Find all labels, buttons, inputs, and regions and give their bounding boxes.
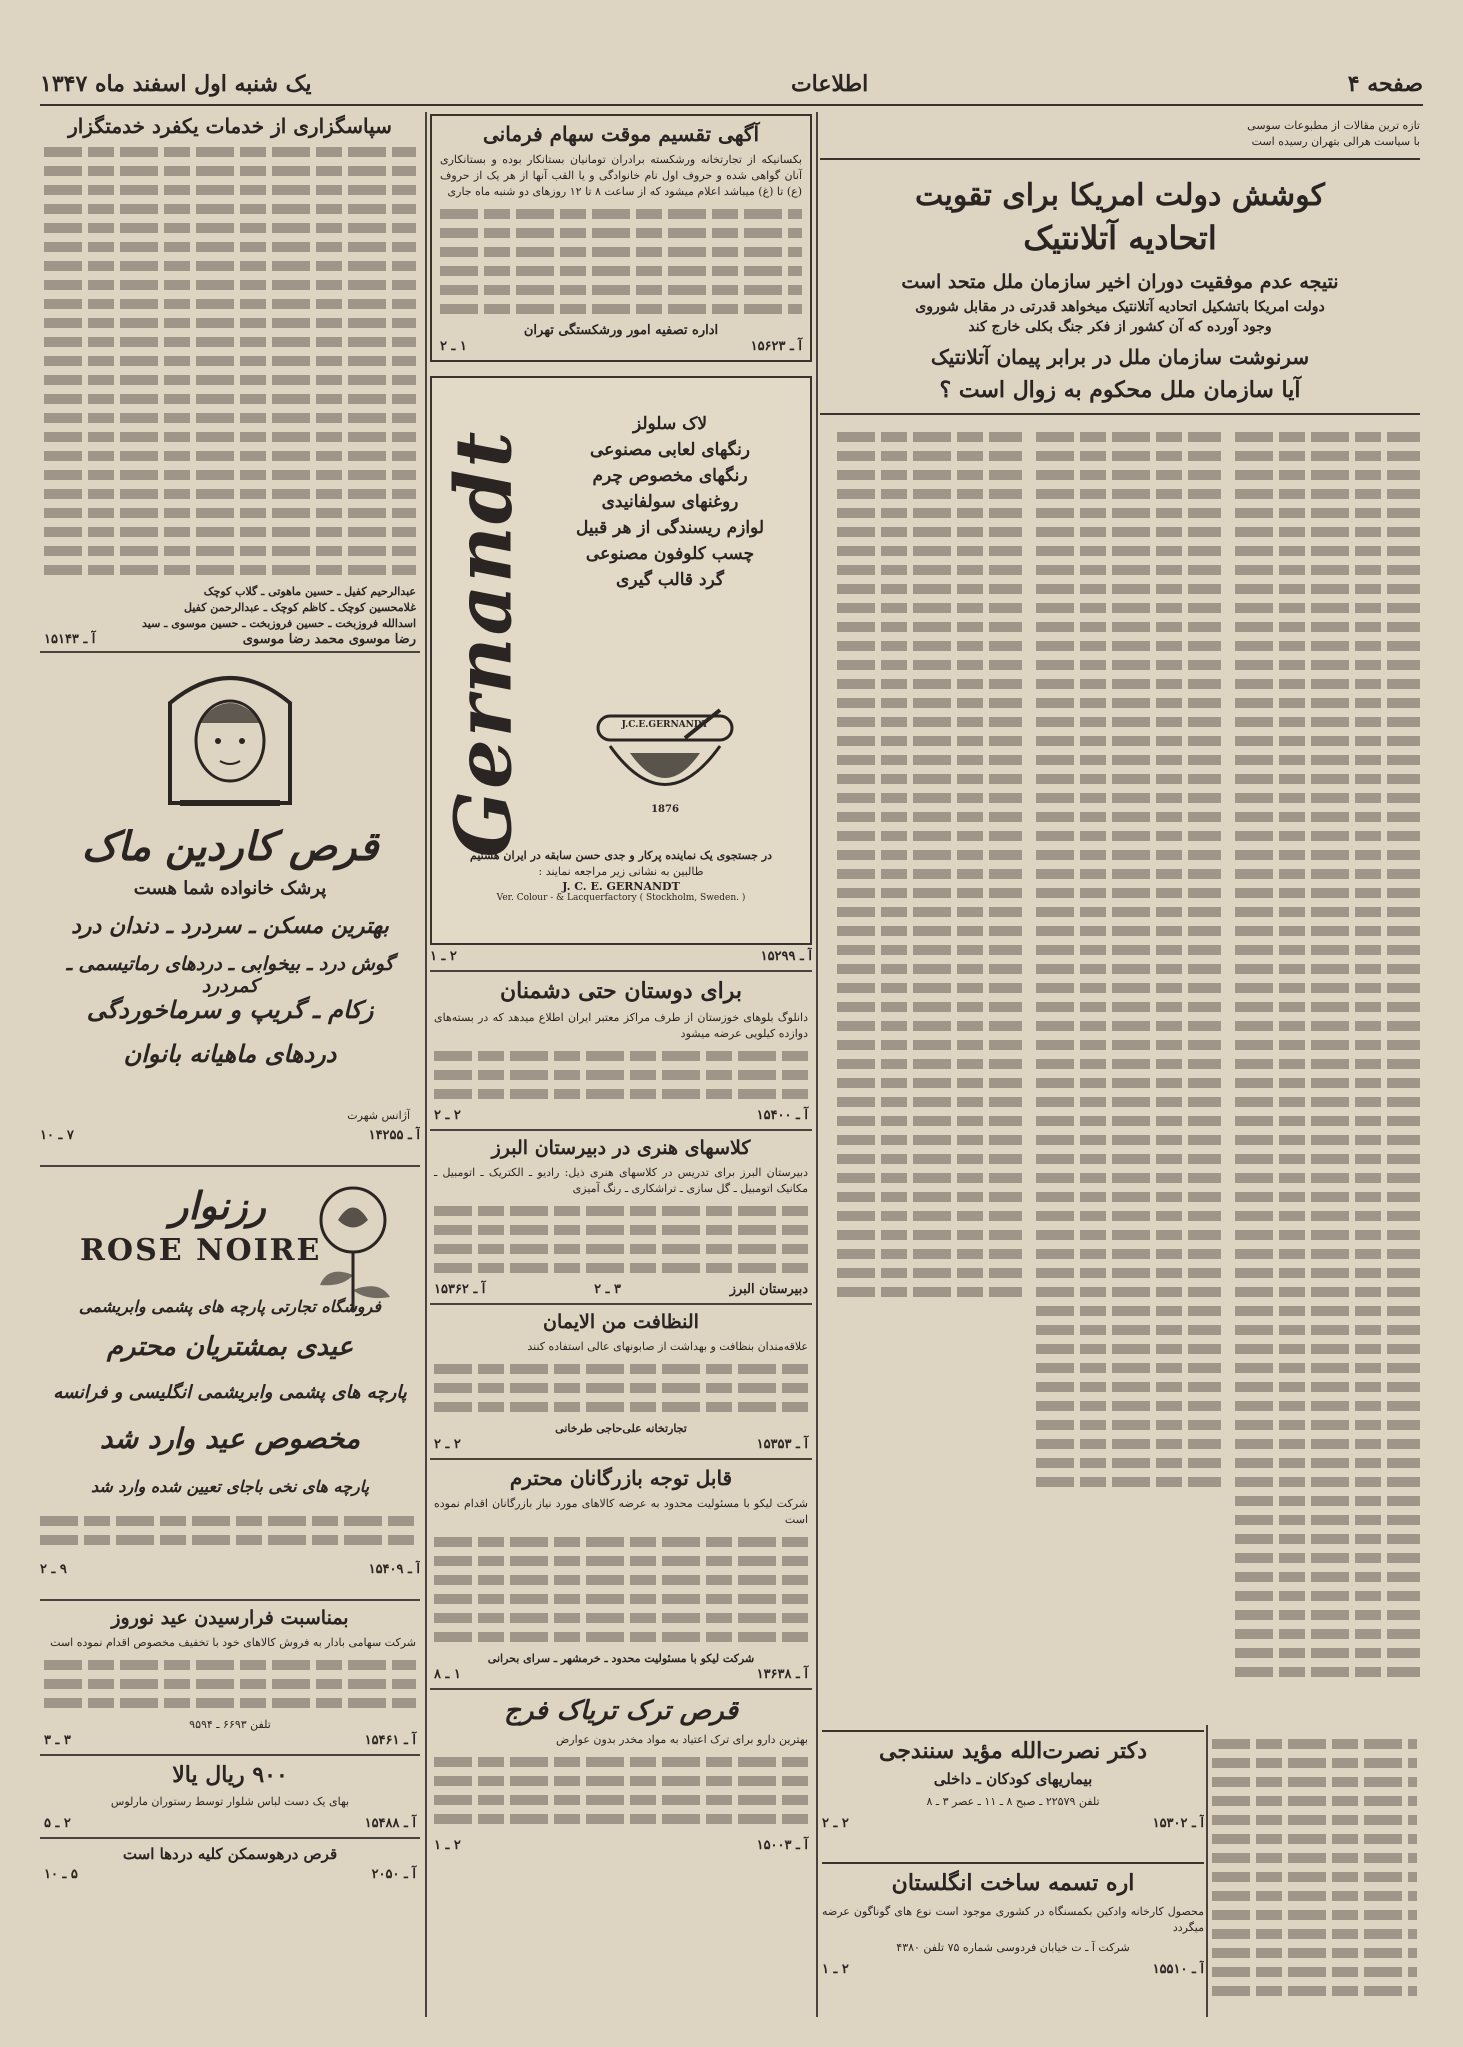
article-subheading: سرنوشت سازمان ملل در برابر پیمان آتلانتیک bbox=[930, 345, 1310, 369]
saw-ad-text: محصول کارخانه وادکین بکمسنگاه در کشوری موجود است نوع های گوناگون عرضه میگردد bbox=[822, 1905, 1204, 1934]
rose-line: پارچه های پشمی وابریشمی انگلیسی و فرانسه bbox=[53, 1382, 407, 1403]
ad-text: شرکت لیکو با مسئولیت محدود به عرضه کالاهای مورد نیاز بازرگانان اقدام نموده است bbox=[434, 1497, 808, 1526]
stock-ad-footer: اداره تصفیه امور ورشکستگی تهران bbox=[523, 323, 719, 338]
saw-ad-title: اره تسمه ساخت انگلستان bbox=[891, 1870, 1135, 1896]
cardin-line: گوش درد ـ بیخوابی ـ دردهای رماتیسمی ـ کمردرد bbox=[66, 953, 394, 997]
rose-line: فروشگاه تجارتی پارچه های پشمی وابریشمی bbox=[78, 1297, 382, 1316]
ad-text: شرکت سهامی بادار به فروش کالاهای خود با تخفیف مخصوص اقدام نموده است bbox=[50, 1636, 416, 1649]
stamp-name: J.C.E.GERNANDT bbox=[621, 720, 709, 730]
article-text-column bbox=[837, 423, 1022, 1686]
stock-ad-text: بکسانیکه از تجارتخانه ورشکسته برادران تومانیان بستانکار بوده و بستانکاری آنان گواهی شده و حروف اول نام خانوادگی و یا القب آنها از هر یک از حروف (ع) تا (غ) میباشد اعلام میشود که از ساعت ۸ تا ۱۲ روزهای دو شنبه ماه جاری bbox=[440, 153, 802, 198]
ad-title: النظافت من الایمان bbox=[543, 1311, 699, 1333]
ad-title: ۹۰۰ ریال یالا bbox=[172, 1762, 288, 1788]
friends-enemies-ad bbox=[430, 970, 812, 1129]
ad-text: دبیرستان البرز برای تدریس در کلاسهای هنری ذیل: رادیو ـ الکتریک ـ اتومبیل ـ مکانیک اتومبیل ـ گل سازی ـ تراشکاری ـ رنگ آمیزی bbox=[434, 1166, 808, 1195]
column-rule bbox=[425, 112, 427, 2017]
ad-title: بمناسبت فرارسیدن عید نوروز bbox=[111, 1607, 349, 1629]
doctor-ad bbox=[822, 1730, 1204, 1860]
article-body bbox=[820, 423, 1420, 1686]
article-text-column bbox=[1235, 423, 1420, 1686]
ad-footer: شرکت لیکو با مسئولیت محدود ـ خرمشهر ـ سرای بحرانی bbox=[487, 1652, 755, 1665]
ad-text: بهای یک دست لباس شلوار توسط رستوران مارلوس bbox=[110, 1795, 350, 1808]
saw-ad-address: شرکت آ ـ ت خیابان فردوسی شماره ۷۵ تلفن ۴۳۸۰ bbox=[896, 1941, 1130, 1954]
ad-code: آ ـ ۱۵۴۶۱ ۳ ـ ۳ bbox=[44, 1733, 416, 1748]
article-intro: تازه ترین مقالات از مطبوعات سوسی با سیاست هرالی بتهران رسیده است bbox=[1247, 119, 1420, 148]
rial-ad bbox=[40, 1754, 420, 1837]
left-column bbox=[40, 110, 420, 2015]
newspaper-name: اطلاعات bbox=[790, 71, 869, 97]
ad-title: قرص درهوسمکن کلیه دردها است bbox=[122, 1845, 338, 1863]
cleanliness-ad bbox=[430, 1303, 812, 1458]
notice-title: سپاسگزاری از خدمات یکفرد خدمتگزار bbox=[68, 114, 392, 138]
saw-ad bbox=[822, 1862, 1204, 2012]
rose-line: عیدی بمشتریان محترم bbox=[106, 1332, 354, 1362]
gernandt-latin-name: J. C. E. GERNANDT bbox=[562, 880, 680, 893]
ad-text: دانلوگ بلوهای خوزستان از طرف مراکز معتبر ایران اطلاع میدهد که در بسته‌های دوازده کیلویی عرضه میشود bbox=[434, 1011, 808, 1040]
ad-code: آ ـ ۱۵۴۸۸ ۲ ـ ۵ bbox=[44, 1816, 416, 1831]
article-subheading: نتیجه عدم موفقیت دوران اخیر سازمان ملل متحد است bbox=[901, 271, 1339, 293]
ad-code: آ ـ ۱۵۳۵۳ ۲ ـ ۲ bbox=[434, 1437, 808, 1452]
ad-address: تلفن ۶۶۹۳ ـ ۹۵۹۴ bbox=[189, 1718, 271, 1731]
merchants-ad bbox=[430, 1458, 812, 1688]
article-headline-1: کوشش دولت امریکا برای تقویت bbox=[915, 178, 1325, 213]
ad-code: آ ـ ۱۵۴۰۰ ۲ ـ ۲ bbox=[434, 1108, 808, 1123]
rose-line: مخصوص عید وارد شد bbox=[99, 1422, 361, 1455]
cardin-line: بهترین مسکن ـ سردرد ـ دندان درد bbox=[71, 913, 389, 939]
main-article bbox=[820, 110, 1420, 2010]
cardin-subtitle: پرشک خانواده شما هست bbox=[133, 878, 327, 899]
signatories: غلامحسین کوچک ـ کاظم کوچک ـ عبدالرحمن کفیل bbox=[184, 601, 416, 614]
product-item: رنگهای لعابی مصنوعی bbox=[589, 440, 751, 460]
ad-title: قرص ترک تریاک فرج bbox=[504, 1696, 738, 1726]
gernandt-footer-line: در جستجوی یک نماینده پرکار و جدی حسن سابقه در ایران هستیم bbox=[470, 849, 772, 862]
column-rule bbox=[1206, 1725, 1208, 2017]
gernandt-footer-line: طالبین به نشانی زیر مراجعه نمایند : bbox=[538, 865, 704, 878]
ad-code: دبیرستان البرز ۳ ـ ۲ آ ـ ۱۵۳۶۲ bbox=[434, 1282, 808, 1297]
page-number: صفحه ۴ bbox=[1347, 71, 1423, 97]
ad-text: علاقه‌مندان بنظافت و بهداشت از صابونهای عالی استفاده کنند bbox=[527, 1340, 808, 1353]
cardin-line: زکام ـ گریپ و سرماخوردگی bbox=[86, 995, 374, 1024]
ad-title: برای دوستان حتی دشمنان bbox=[500, 978, 742, 1004]
ad-code: آ ـ ۱۵۰۰۳ ۲ ـ ۱ bbox=[434, 1838, 808, 1853]
doctor-name: دکتر نصرت‌الله مؤید سنندجی bbox=[879, 1738, 1147, 1764]
page-header bbox=[40, 64, 1423, 106]
doctor-specialty: بیماریهای کودکان ـ داخلی bbox=[933, 1770, 1093, 1788]
ad-code: آ ـ ۱۳۶۳۸ ۱ ـ ۸ bbox=[434, 1667, 808, 1682]
thanks-notice bbox=[40, 110, 420, 651]
stamp-year: 1876 bbox=[651, 804, 679, 815]
article-subheading: آیا سازمان ملل محکوم به زوال است ؟ bbox=[939, 377, 1301, 403]
gernandt-logo: Gernandt bbox=[438, 429, 530, 857]
product-item: گرد قالب گیری bbox=[616, 570, 724, 590]
opium-pill-ad bbox=[430, 1688, 812, 1859]
product-item: چسب کلوفون مصنوعی bbox=[585, 544, 755, 564]
article-subheading: وجود آورده که آن کشور از فکر جنگ بکلی خارج کند bbox=[968, 319, 1272, 335]
agency-note: آژانس شهرت bbox=[347, 1109, 410, 1122]
ad-footer: تجارتخانه علی‌حاجی طرخانی bbox=[555, 1422, 687, 1435]
ad-code: آ ـ ۱۵۴۰۹ ۹ ـ ۲ bbox=[40, 1562, 420, 1577]
product-item: لاک سلولز bbox=[632, 414, 708, 434]
alborz-ad bbox=[430, 1129, 812, 1303]
gernandt-ad bbox=[430, 376, 812, 945]
article-text-column bbox=[1036, 423, 1221, 1686]
signatories: عبدالرحیم کفیل ـ حسین ماهوتی ـ گلاب کوچک bbox=[203, 585, 416, 598]
nowruz-ad bbox=[40, 1599, 420, 1754]
gernandt-footer bbox=[442, 848, 800, 903]
issue-date: یک شنبه اول اسفند ماه ۱۳۴۷ bbox=[40, 71, 312, 97]
stock-ad-title: آگهی تقسیم موقت سهام فرمانی bbox=[482, 122, 760, 146]
stock-ad bbox=[430, 114, 812, 362]
cardin-title: قرص کاردین ماک bbox=[81, 823, 379, 870]
ad-code: آ ـ ۲۰۵۰ ۵ ـ ۱۰ bbox=[44, 1867, 416, 1882]
article-headline-2: اتحادیه آتلانتیک bbox=[1023, 219, 1217, 257]
ad-code: آ ـ ۱۵۳۰۲ ۲ ـ ۲ bbox=[822, 1816, 1204, 1831]
signatories: اسدالله فروزبخت ـ حسین فروزبخت ـ حسین موسوی ـ سید bbox=[142, 617, 416, 630]
ad-code: آ ـ ۱۵۲۹۹ ۲ ـ ۱ bbox=[430, 949, 812, 964]
ad-code: آ ـ ۱۵۶۲۳ ۱ ـ ۲ bbox=[440, 339, 802, 354]
ad-code: رضا موسوی محمد رضا موسوی آ ـ ۱۵۱۴۳ bbox=[44, 632, 416, 647]
pill-bottom-ad bbox=[40, 1837, 420, 1888]
article-subheading: دولت امریکا باتشکیل اتحادیه آتلانتیک میخواهد قدرتی در مقابل شوروی bbox=[915, 299, 1325, 315]
doctor-address: تلفن ۲۲۵۷۹ ـ صبح ۸ ـ ۱۱ ـ عصر ۳ ـ ۸ bbox=[926, 1795, 1100, 1808]
ad-code: آ ـ ۱۴۲۵۵ ۷ ـ ۱۰ bbox=[40, 1128, 420, 1143]
column-rule bbox=[816, 112, 818, 2017]
rose-noire-ad bbox=[40, 1165, 420, 1599]
ad-title: قابل توجه بازرگانان محترم bbox=[509, 1466, 733, 1490]
cardin-ad bbox=[40, 651, 420, 1165]
gernandt-latin-address: Ver. Colour - & Lacquerfactory ( Stockholm, Sweden. ) bbox=[496, 893, 746, 903]
gernandt-stamp bbox=[590, 708, 740, 838]
face-emblem-icon bbox=[150, 663, 310, 813]
rose-icon bbox=[298, 1175, 408, 1315]
ad-code: آ ـ ۱۵۵۱۰ ۲ ـ ۱ bbox=[822, 1962, 1204, 1977]
rose-title-en: ROSE NOIRE bbox=[80, 1233, 322, 1268]
ad-text: بهترین دارو برای ترک اعتیاد به مواد مخدر بدون عوارض bbox=[556, 1733, 808, 1746]
middle-column bbox=[430, 110, 812, 2015]
cardin-line: دردهای ماهیانه بانوان bbox=[123, 1039, 337, 1068]
product-item: رنگهای مخصوص چرم bbox=[592, 466, 748, 486]
rose-title-fa: رزنوار bbox=[170, 1183, 266, 1228]
article-continuation bbox=[1212, 1730, 1417, 2015]
product-item: لوازم ریسندگی از هر قبیل bbox=[575, 518, 765, 538]
product-item: روغنهای سولفانیدی bbox=[601, 492, 739, 512]
gernandt-products bbox=[550, 408, 790, 596]
rose-line: پارچه های نخی باجای تعیین شده وارد شد bbox=[90, 1477, 370, 1496]
ad-title: کلاسهای هنری در دبیرستان البرز bbox=[491, 1137, 751, 1159]
